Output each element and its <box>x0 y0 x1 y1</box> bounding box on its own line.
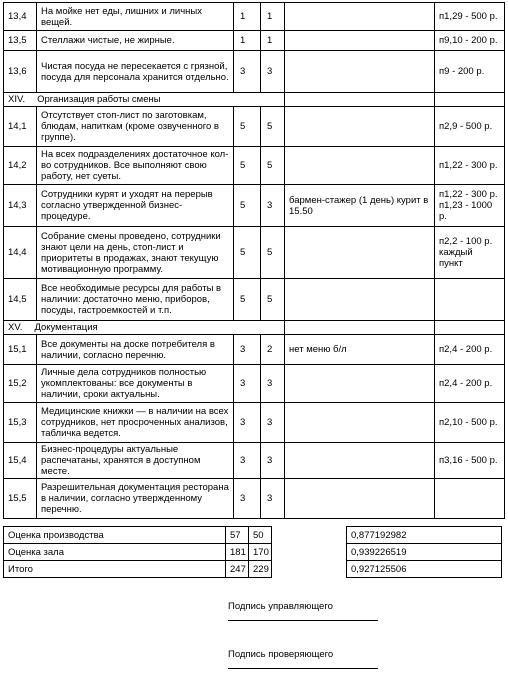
section-title <box>4 93 285 107</box>
ratio-row <box>347 527 502 544</box>
item-penalty: п9 - 200 р. <box>435 51 505 93</box>
item-comment <box>285 31 435 51</box>
summary-max: 57 <box>226 527 249 544</box>
ratio-row <box>347 544 502 561</box>
summary-ratio: 0,927125506 <box>347 561 502 578</box>
section-penalty-cell <box>435 321 505 335</box>
max-score: 1 <box>234 31 261 51</box>
max-score: 5 <box>234 147 261 185</box>
section-row <box>4 93 505 107</box>
summary-ratio: 0,939226519 <box>347 544 502 561</box>
section-number: XIV. <box>8 94 26 105</box>
max-score: 1 <box>234 3 261 31</box>
item-description: Медицинские книжки — в наличии на всех сотрудников, нет просроченных анализов, табличка ведется. <box>37 403 234 443</box>
actual-score: 1 <box>261 31 285 51</box>
table-row <box>4 479 505 519</box>
item-number: 13,4 <box>4 3 37 31</box>
actual-score: 3 <box>261 51 285 93</box>
summary-row <box>4 544 272 561</box>
summary-ratio: 0,877192982 <box>347 527 502 544</box>
table-row <box>4 31 505 51</box>
max-score: 5 <box>234 185 261 227</box>
summary-max: 181 <box>226 544 249 561</box>
manager-signature-line <box>228 620 378 621</box>
item-penalty: п1,22 - 300 р. п1,23 - 1000 р. <box>435 185 505 227</box>
table-row <box>4 365 505 403</box>
section-penalty-cell <box>435 93 505 107</box>
max-score: 5 <box>234 227 261 279</box>
table-row <box>4 443 505 479</box>
item-number: 14,5 <box>4 279 37 321</box>
item-number: 14,1 <box>4 107 37 147</box>
summary-label: Итого <box>4 561 226 578</box>
item-description: Собрание смены проведено, сотрудники знают цели на день, стоп-лист и приоритеты в продажах, знают текущую мотивационную программу. <box>37 227 234 279</box>
summary-label: Оценка зала <box>4 544 226 561</box>
item-penalty: п1,22 - 300 р. <box>435 147 505 185</box>
section-title-text: Организация работы смены <box>37 94 161 105</box>
item-comment <box>285 479 435 519</box>
inspector-signature-label: Подпись проверяющего <box>228 649 334 660</box>
item-penalty: п1,29 - 500 р. <box>435 3 505 31</box>
item-penalty: п2,10 - 500 р. <box>435 403 505 443</box>
item-penalty <box>435 479 505 519</box>
table-row <box>4 107 505 147</box>
checklist-table <box>3 2 505 519</box>
actual-score: 5 <box>261 279 285 321</box>
item-description: Бизнес-процедуры актуальные распечатаны, хранятся в доступном месте. <box>37 443 234 479</box>
actual-score: 3 <box>261 479 285 519</box>
actual-score: 5 <box>261 147 285 185</box>
item-number: 15,5 <box>4 479 37 519</box>
item-comment: нет меню б/л <box>285 335 435 365</box>
item-penalty: п2,4 - 200 р. <box>435 365 505 403</box>
actual-score: 5 <box>261 107 285 147</box>
summary-max: 247 <box>226 561 249 578</box>
item-description: Разрешительная документация ресторана в наличии, согласно утвержденному перечню. <box>37 479 234 519</box>
item-comment <box>285 443 435 479</box>
actual-score: 3 <box>261 185 285 227</box>
max-score: 5 <box>234 279 261 321</box>
section-title-text: Документация <box>34 322 98 333</box>
item-comment <box>285 107 435 147</box>
manager-signature-label: Подпись управляющего <box>228 601 333 612</box>
table-row <box>4 279 505 321</box>
item-penalty: п2,4 - 200 р. <box>435 335 505 365</box>
summary-actual: 50 <box>249 527 272 544</box>
item-comment <box>285 3 435 31</box>
actual-score: 3 <box>261 443 285 479</box>
item-comment <box>285 279 435 321</box>
table-row <box>4 185 505 227</box>
summary-row <box>4 561 272 578</box>
item-number: 15,1 <box>4 335 37 365</box>
max-score: 3 <box>234 443 261 479</box>
item-number: 15,2 <box>4 365 37 403</box>
item-description: На всех подразделениях достаточное кол-во сотрудников. Все выполняют свою работу, нет суеты. <box>37 147 234 185</box>
max-score: 3 <box>234 479 261 519</box>
actual-score: 2 <box>261 335 285 365</box>
actual-score: 3 <box>261 403 285 443</box>
max-score: 3 <box>234 365 261 403</box>
ratio-table <box>346 526 502 578</box>
summary-table <box>3 526 272 578</box>
table-row <box>4 227 505 279</box>
table-row <box>4 51 505 93</box>
item-comment <box>285 51 435 93</box>
item-number: 15,3 <box>4 403 37 443</box>
section-number: XV. <box>8 322 23 333</box>
summary-label: Оценка производства <box>4 527 226 544</box>
item-description: Стеллажи чистые, не жирные. <box>37 31 234 51</box>
table-row <box>4 147 505 185</box>
summary-actual: 229 <box>249 561 272 578</box>
table-row <box>4 335 505 365</box>
item-number: 15,4 <box>4 443 37 479</box>
max-score: 3 <box>234 335 261 365</box>
item-description: Личные дела сотрудников полностью укомплектованы: все документы в наличии, сроки актуальны. <box>37 365 234 403</box>
item-number: 13,6 <box>4 51 37 93</box>
summary-actual: 170 <box>249 544 272 561</box>
summary-row <box>4 527 272 544</box>
actual-score: 1 <box>261 3 285 31</box>
actual-score: 3 <box>261 365 285 403</box>
max-score: 5 <box>234 107 261 147</box>
table-row <box>4 403 505 443</box>
table-row <box>4 3 505 31</box>
item-penalty: п3,16 - 500 р. <box>435 443 505 479</box>
item-description: Все необходимые ресурсы для работы в наличии: достаточно меню, приборов, посуды, гастроемкостей и т.п. <box>37 279 234 321</box>
item-comment <box>285 227 435 279</box>
item-number: 14,2 <box>4 147 37 185</box>
item-comment <box>285 403 435 443</box>
inspector-signature-line <box>228 668 378 669</box>
item-description: На мойке нет еды, лишних и личных вещей. <box>37 3 234 31</box>
item-comment: бармен-стажер (1 день) курит в 15.50 <box>285 185 435 227</box>
section-comment-cell <box>285 321 435 335</box>
item-description: Все документы на доске потребителя в наличии, согласно перечню. <box>37 335 234 365</box>
item-penalty: п2,2 - 100 р. каждый пункт <box>435 227 505 279</box>
item-number: 14,3 <box>4 185 37 227</box>
actual-score: 5 <box>261 227 285 279</box>
section-title <box>4 321 285 335</box>
max-score: 3 <box>234 403 261 443</box>
section-comment-cell <box>285 93 435 107</box>
item-penalty: п2,9 - 500 р. <box>435 107 505 147</box>
max-score: 3 <box>234 51 261 93</box>
item-number: 14,4 <box>4 227 37 279</box>
item-comment <box>285 147 435 185</box>
item-description: Сотрудники курят и уходят на перерыв согласно утвержденной бизнес-процедуре. <box>37 185 234 227</box>
section-row <box>4 321 505 335</box>
item-penalty: п9,10 - 200 р. <box>435 31 505 51</box>
item-description: Отсутствует стоп-лист по заготовкам, блюдам, напиткам (кроме озвученного в группе). <box>37 107 234 147</box>
item-comment <box>285 365 435 403</box>
item-description: Чистая посуда не пересекается с грязной, посуда для персонала хранится отдельно. <box>37 51 234 93</box>
item-number: 13,5 <box>4 31 37 51</box>
item-penalty <box>435 279 505 321</box>
ratio-row <box>347 561 502 578</box>
